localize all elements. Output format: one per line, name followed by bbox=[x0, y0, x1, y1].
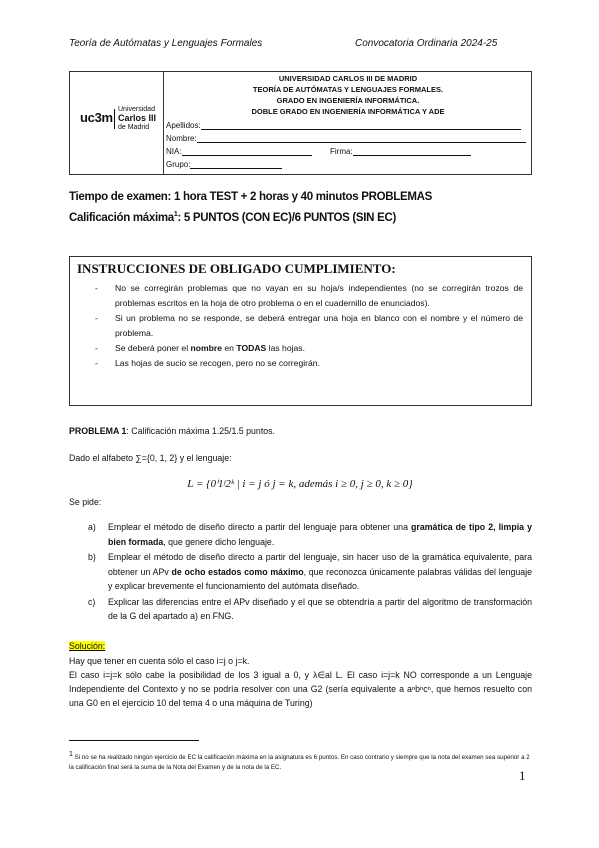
nombre-label: Nombre: bbox=[166, 134, 197, 143]
logo-short: uc3m bbox=[80, 110, 113, 125]
task-text: Emplear el método de diseño directo a partir del lenguaje para obtener una bbox=[108, 522, 412, 532]
footnote-mark: 1 bbox=[69, 751, 73, 758]
apellidos-field[interactable] bbox=[166, 121, 521, 130]
nia-line[interactable] bbox=[182, 147, 312, 156]
instruction-text: Se deberá poner el bbox=[115, 343, 191, 353]
nia-field[interactable] bbox=[166, 147, 312, 156]
nombre-field[interactable] bbox=[166, 134, 526, 143]
grade-prefix: Calificación máxima bbox=[69, 211, 174, 224]
instruction-item bbox=[95, 341, 523, 356]
instruction-bold: nombre bbox=[190, 343, 223, 353]
firma-line[interactable] bbox=[353, 147, 471, 156]
grupo-line[interactable] bbox=[190, 160, 282, 169]
instruction-item: - Si un problema no se responde, se deberá entregar una hoja en blanco con el nombre y el número de problema. bbox=[95, 311, 523, 341]
university-logo bbox=[80, 106, 160, 134]
solution-paragraph: Hay que tener en cuenta sólo el caso i=j o j=k. bbox=[69, 656, 250, 666]
heading-line: GRADO EN INGENIERÍA INFORMÁTICA. bbox=[276, 96, 420, 105]
task-text: , que reconozca únicamente palabras válidas del lenguaje y explicar brevemente el funcionamiento del autómata diseñado. bbox=[108, 566, 532, 591]
firma-field[interactable] bbox=[330, 147, 471, 156]
language-formula: L = {0ⁱ1ʲ2ᵏ | i = j ó j = k, además i ≥ 0, j ≥ 0, k ≥ 0} bbox=[187, 478, 413, 490]
task-item bbox=[88, 520, 532, 549]
exam-max-grade bbox=[69, 211, 396, 224]
alphabet-statement: Dado el alfabeto ∑={0, 1, 2} y el lenguaje: bbox=[69, 453, 232, 463]
footnote bbox=[69, 750, 532, 773]
footnote-text: Si no se ha realizado ningún ejercicio de EC la calificación máxima en la asignatura es 6 puntos. En caso contrario y siempre que la nota del examen sea superior a 2 la calificación final será la suma de la Nota del Examen y de la nota de la EC. bbox=[69, 754, 530, 772]
problem1-heading bbox=[69, 426, 275, 436]
logo-separator bbox=[114, 109, 115, 129]
grupo-field[interactable] bbox=[166, 160, 282, 169]
logo-name bbox=[118, 106, 156, 132]
heading-line: DOBLE GRADO EN INGENIERÍA INFORMÁTICA Y ADE bbox=[251, 107, 445, 116]
task-mark: c) bbox=[88, 596, 96, 607]
solution-label: Solución: bbox=[69, 641, 106, 651]
instruction-bold: TODAS bbox=[236, 343, 267, 353]
instructions-title: INSTRUCCIONES DE OBLIGADO CUMPLIMIENTO: bbox=[77, 261, 396, 276]
heading-line: TEORÍA DE AUTÓMATAS Y LENGUAJES FORMALES. bbox=[252, 85, 444, 94]
running-header-right: Convocatoria Ordinaria 2024-25 bbox=[355, 38, 498, 49]
logo-line1: Universidad bbox=[118, 106, 155, 113]
se-pide: Se pide: bbox=[69, 497, 102, 507]
instruction-text: las hojas. bbox=[266, 343, 305, 353]
footnote-ref: 1 bbox=[173, 211, 178, 218]
task-list bbox=[88, 520, 532, 625]
grupo-label: Grupo: bbox=[166, 160, 191, 169]
logo-line3: de Madrid bbox=[118, 124, 150, 131]
task-text: Explicar las diferencias entre el APv diseñado y el que se obtendría a partir del algoritmo de transformación de la G del apartado a) en FNG. bbox=[108, 596, 532, 621]
instruction-text: en bbox=[222, 343, 237, 353]
problem1-label: PROBLEMA 1 bbox=[69, 426, 127, 436]
instructions-list bbox=[95, 281, 523, 371]
instruction-item: - No se corregirán problemas que no vayan en su hoja/s independientes (no se corregirán trozos de problemas escritos en la hoja de otro problema o en el cuadernillo de enunciados). bbox=[95, 281, 523, 311]
task-mark: a) bbox=[88, 522, 96, 532]
problem1-points: : Calificación máxima 1.25/1.5 puntos. bbox=[126, 426, 276, 436]
task-item bbox=[88, 550, 532, 594]
solution-paragraph: El caso i=j=k sólo cabe la posibilidad de los 3 igual a 0, y λ∈al L. El caso i=j=k NO corresponde a un Lenguaje Independiente del Contexto y no se podría resolver con una G2 (sería equivalente a aⁿbⁿcⁿ, que hemos resuelto con una G0 en el ejercicio 10 del tema 4 o una máquina de Turing) bbox=[69, 670, 532, 708]
exam-time: Tiempo de examen: 1 hora TEST + 2 horas y 40 minutos PROBLEMAS bbox=[69, 191, 433, 203]
task-bold: gramática de tipo 2, limpia y bien formada bbox=[108, 522, 532, 547]
nia-label: NIA: bbox=[166, 147, 182, 156]
heading-line: UNIVERSIDAD CARLOS III DE MADRID bbox=[278, 74, 418, 83]
apellidos-line[interactable] bbox=[201, 121, 521, 130]
apellidos-label: Apellidos: bbox=[166, 121, 201, 130]
task-text: , que genere dicho lenguaje. bbox=[163, 536, 275, 547]
footnote-rule bbox=[69, 740, 199, 741]
grade-suffix: : 5 PUNTOS (CON EC)/6 PUNTOS (SIN EC) bbox=[177, 211, 396, 224]
task-item bbox=[88, 595, 532, 624]
running-header-left: Teoría de Autómatas y Lenguajes Formales bbox=[69, 38, 263, 49]
nombre-line[interactable] bbox=[197, 134, 526, 143]
task-mark: b) bbox=[88, 552, 96, 562]
task-bold: de ocho estados como máximo bbox=[171, 566, 304, 577]
solution-text bbox=[69, 654, 532, 710]
page-number: 1 bbox=[519, 768, 526, 783]
instruction-item: - Las hojas de sucio se recogen, pero no se corregirán. bbox=[95, 356, 523, 371]
firma-label: Firma: bbox=[330, 147, 353, 156]
university-heading bbox=[164, 73, 532, 117]
logo-line2: Carlos III bbox=[118, 113, 157, 123]
task-text: Emplear el método de diseño directo a partir del lenguaje, sin hacer uso de la gramática equivalente, para obtener un APv bbox=[108, 552, 532, 577]
